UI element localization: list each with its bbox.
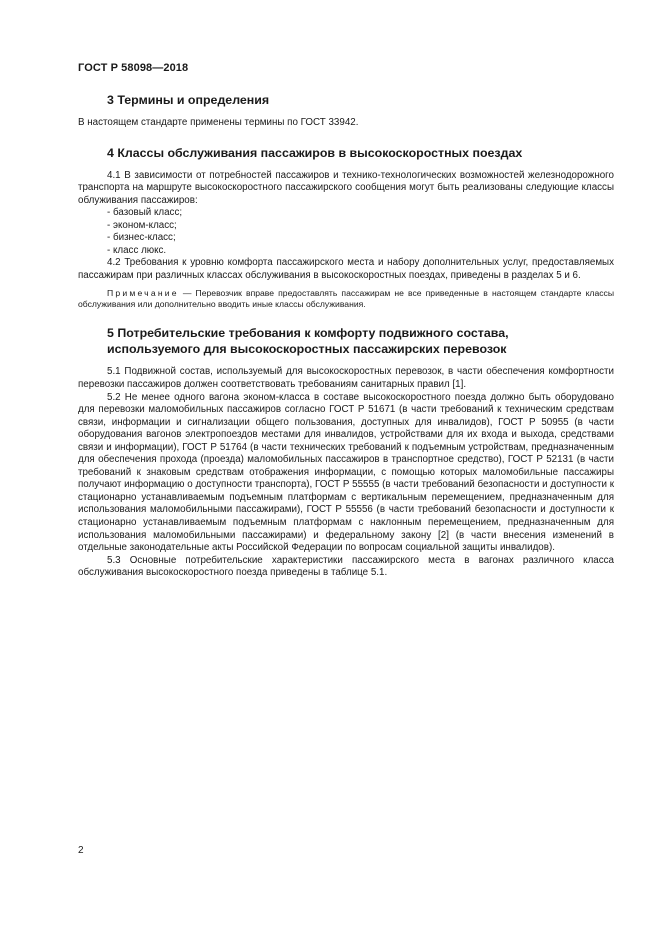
standard-header: ГОСТ Р 58098—2018 [78, 62, 189, 74]
document-body [78, 93, 614, 580]
section-5-title-line-2: используемого для высокоскоростных пассажирских перевозок [107, 341, 507, 356]
list-item: - бизнес-класс; [107, 232, 176, 244]
paragraph-5-3: 5.3 Основные потребительские характеристики пассажирского места в вагонах различного класса обслуживания высокоскоростного поезда приведены в таблице 5.1. [78, 554, 614, 579]
note [78, 288, 614, 310]
paragraph-4-1: 4.1 В зависимости от потребностей пассажиров и технико-технологических возможностей железнодорожного транспорта на маршруте высокоскоростного пассажирского сообщения могут быть реализованы следующие классы облуживания пассажиров: [78, 169, 614, 206]
list-item: - базовый класс; [107, 207, 183, 219]
section-5-title-line-1: 5 Потребительские требования к комфорту подвижного состава, [107, 326, 509, 341]
paragraph-5-2: 5.2 Не менее одного вагона эконом-класса в составе высокоскоростного поезда должно быть оборудовано для перевозки маломобильных пассажиров согласно ГОСТ Р 51671 (в части требований к техническим средствам связи, информации и сигнализации общего пользования, доступных для инвалидов), ГОСТ Р 50955 (в части оборудования вагонов электропоездов местами для инвалидов, устройствами для их входа и выхода, средствами связи и информации), ГОСТ Р 51764 (в части технических требований к подъемным устройствам, предназначенным для обеспечения прохода (проезда) маломобильных пассажиров в транспортное средство), ГОСТ Р 52131 (в части требований к знаковым средствам отображения информации, с помощью которых маломобильные пассажиры получают информацию о доступности транспорта), ГОСТ Р 55555 (в части требований безопасности и доступности к стационарно устанавливаемым подъемным платформам с вертикальным перемещением, предназначенным для использования маломобильными пассажирами), ГОСТ Р 55556 (в части требований безопасности и доступности к стационарно устанавливаемым подъемным платформам с наклонным перемещением, предназначенным для использования маломобильными пассажирами) и федеральному закону [2] (в части внесения изменений в отдельные законодательные акты Российской Федерации по вопросам социальной защиты инвалидов). [78, 391, 614, 554]
paragraph-5-1: 5.1 Подвижной состав, используемый для высокоскоростных перевозок, в части обеспечения комфортности перевозки пассажиров должен соответствовать требованиям санитарных правил [1]. [78, 366, 614, 391]
section-3-text: В настоящем стандарте применены термины по ГОСТ 33942. [78, 117, 359, 128]
note-label: Примечание [107, 288, 179, 299]
list-item: - класс люкс. [107, 244, 167, 256]
paragraph-4-2: 4.2 Требования к уровню комфорта пассажирского места и набору дополнительных услуг, предоставляемых пассажирам при различных классах обслуживания в высокоскоростных поездах, приведены в разделах 5 и 6. [78, 257, 614, 281]
section-4-title: 4 Классы обслуживания пассажиров в высокоскоростных поездах [107, 145, 523, 160]
note-text: — Перевозчик вправе предоставлять пассажирам не все приведенные в настоящем стандарте классы обслуживания или дополнительно вводить иные классы обслуживания. [78, 288, 614, 310]
list-item: - эконом-класс; [107, 219, 177, 231]
section-3-title: 3 Термины и определения [107, 93, 270, 107]
page-number: 2 [78, 845, 84, 856]
